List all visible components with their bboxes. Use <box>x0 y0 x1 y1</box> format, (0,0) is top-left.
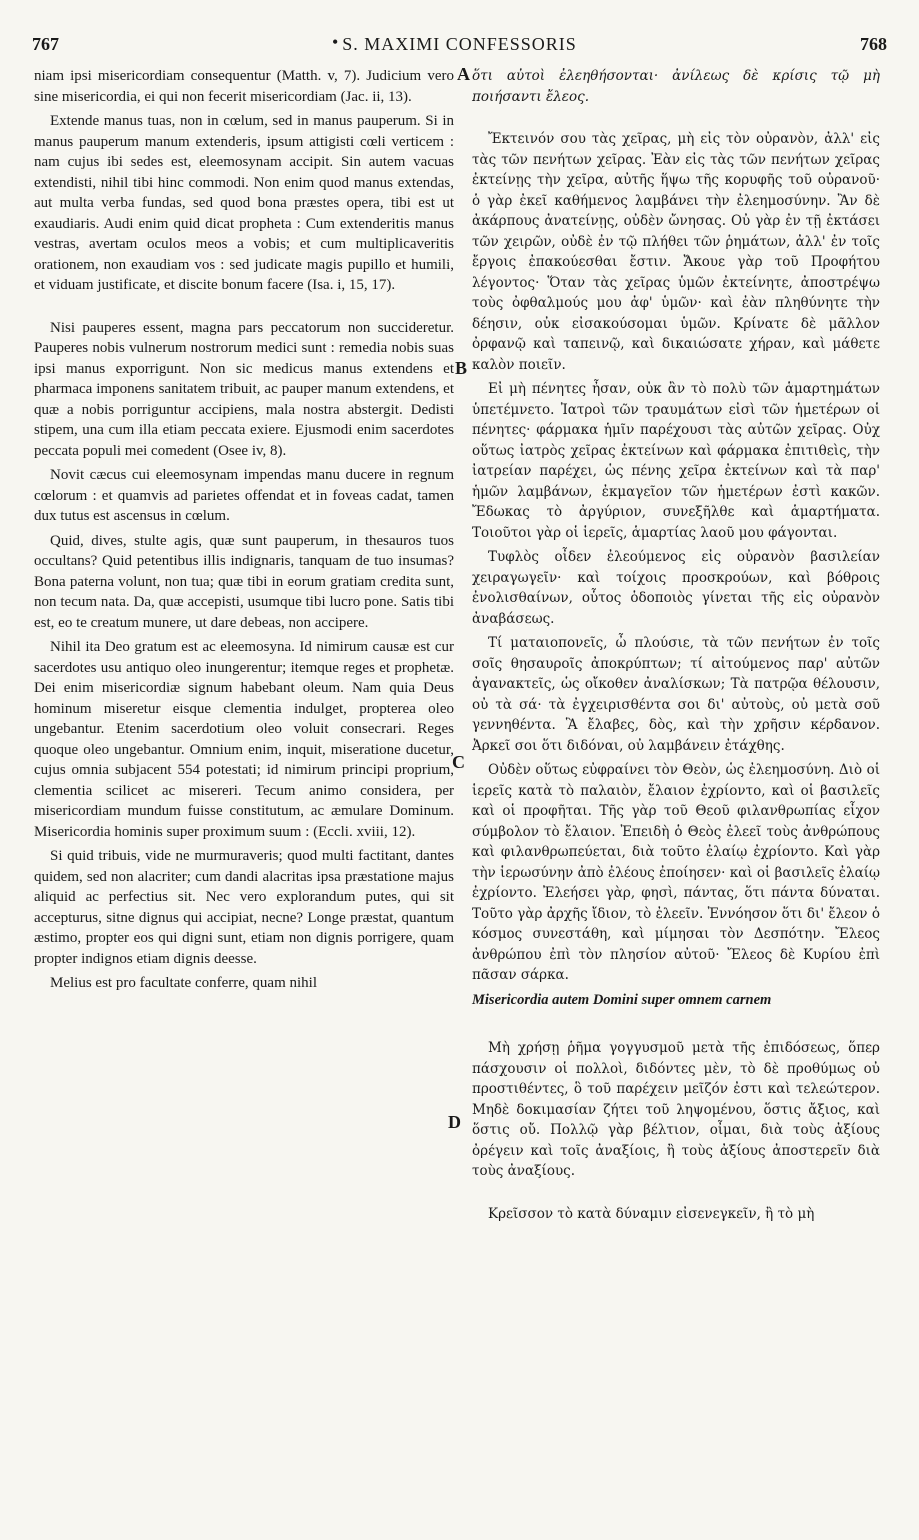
running-title: S. MAXIMI CONFESSORIS <box>342 34 577 54</box>
latin-paragraph: Extende manus tuas, non in cœlum, sed in manus pauperum. Si in manus pauperum manum extenderis, ipsum attigisti cœli verticem : nam cujus ibi sedes est, eleemosynam accipit. Sin autem vacuas extendisti, nihil tibi hinc commodi. Non enim quod manus extendas, aut multa verba fundas, sed quod bona præstes opera, tibi est ut exaudiaris. Audi enim quid dicat propheta : Cum extenderitis manus vestras, avertam oculos meos a vobis; et cum multiplicaveritis orationem, non exaudiam vos : sed judicate magis pupillo et humili, et viduam justificate, et discite bonum facere (Isa. i, 15, 17). <box>34 113 454 293</box>
latin-paragraph: Novit cæcus cui eleemosynam impendas manu ducere in regnum cœlorum : et quamvis ad parietes offendat et in foveas cadat, tamen dux tutus est ascensus in cœlum. <box>34 467 454 524</box>
greek-paragraph: Εἰ μὴ πένητες ἦσαν, οὐκ ἂν τὸ πολὺ τῶν ἁμαρτημάτων ὑπετέμνετο. Ἰατροὶ τῶν τραυμάτων εἰσὶ τῶν ἡμετέρων οἱ πένητες· φάρμακα ἡμῖν παρέχουσι τὰς αὐτῶν χεῖρας. Οὐχ οὕτως ἰατρὸς χεῖρας ἐκτείνων καὶ φάρμακα ἐπιτιθεὶς, τὴν ἰατρείαν παρέχει, ὡς πένης χεῖρα ἐκτείνων καὶ τὰ παρ' ἡμῶν λαμβάνων, ἐκμαγεῖον τῶν ἡμετέρων ἐστὶ κακῶν. Ἔδωκας τὸ ἀργύριον, συνεξῆλθε καὶ ἁμαρτήματα. Τοιοῦτοι γὰρ οἱ ἱερεῖς, ἁμαρτίας λαοῦ μου φάγονται. <box>472 381 880 541</box>
page-header <box>32 34 887 60</box>
page-number-right: 768 <box>860 34 887 54</box>
greek-paragraph: Τί ματαιοπονεῖς, ὦ πλούσιε, τὰ τῶν πενήτων ἐν τοῖς σοῖς θησαυροῖς ἀποκρύπτων; τί αἰτούμενος παρ' αὐτῶν ἀγανακτεῖς, ὡς οἴκοθεν ἀναλίσκων; Τὰ πατρῷα θέλουσιν, οὐ τὰ σά· τὰ ἐγχειρισθέντα σοι δι' αὐτοὺς, οὐ μετὰ σοῦ γεννηθέντα. Ἃ ἔλαβες, δὸς, καὶ τὴν χρῆσιν κέρδανον. Ἀρκεῖ σοι ὅτι διδόναι, οὐ λαμβάνειν ἐτάχθης. <box>472 635 880 754</box>
section-marker-b: B <box>455 358 468 378</box>
section-marker-a: A <box>457 64 470 84</box>
section-marker-c: C <box>452 752 465 772</box>
greek-paragraph: Μὴ χρήσῃ ῥῆμα γογγυσμοῦ μετὰ τῆς ἐπιδόσεως, ὅπερ πάσχουσιν οἱ πολλοὶ, διδόντες μὲν, τὸ δὲ προθύμως οὐ προστιθέντες, ὃ τοῦ παρέχειν μεῖζόν ἐστι καὶ τελεώτερον. Μηδὲ δοκιμασίαν ζήτει τοῦ ληψομένου, ὅστις ἄξιος, καὶ ὅστις οὔ. Πολλῷ γὰρ βέλτιον, οἶμαι, διὰ τοὺς ἀξίους ὀρέγειν καὶ τοῖς ἀναξίοις, ἢ τοὺς ἀξίους ἀποστερεῖν διὰ τοὺς ἀναξίους. <box>472 1040 880 1179</box>
greek-paragraph: Κρεῖσσον τὸ κατὰ δύναμιν εἰσενεγκεῖν, ἢ τὸ μὴ <box>488 1205 815 1222</box>
latin-paragraph: Nihil ita Deo gratum est ac eleemosyna. Id nimirum causæ est cur sacerdotes usu antiquo oleo inungerentur; itemque reges et prophetæ. Dei enim misericordiæ signum habebant oleum. Nam quia Deus hominum miseretur eisque clementia indulget, propterea oleo ungebantur. Etenim sacerdotium oleo voluit consecrari. Reges quoque oleo ungebantur. Omnium enim, inquit, miseratione ducetur, cujus omnia subjacent 554 potestati; id nimirum principi proprium, clementia scilicet ac misereri. Tecum animo considera, per misericordiam mundum fuisse constitutum, ac æmulare Dominum. Misericordia hominis super proximum suum : (Eccli. xviii, 12). <box>34 639 454 840</box>
page-number-left: 767 <box>32 34 59 54</box>
section-marker-d: D <box>448 1112 461 1132</box>
greek-paragraph: Ἔκτεινόν σου τὰς χεῖρας, μὴ εἰς τὸν οὐρανὸν, ἀλλ' εἰς τὰς τῶν πενήτων χεῖρας. Ἐὰν εἰς τὰς τῶν πενήτων χεῖρας ἐκτείνῃς τὴν χεῖρα, αὐτῆς ἥψω τῆς κορυφῆς τοῦ οὐρανοῦ· ὁ γὰρ ἐκεῖ καθήμενος λαμβάνει τὴν ἐλεημοσύνην. Ἂν δὲ ἀκάρπους ἀνατείνῃς, οὐδὲν ὤνησας. Οὐ γὰρ ἐν τῇ ἐκτάσει τῶν χειρῶν, οὐδὲ ἐν τῷ πλήθει τῶν ῥημάτων, ἀλλ' ἐν τοῖς ἔργοις ἐπακούεσθαι ἔστιν. Ἄκουε γὰρ τοῦ Προφήτου λέγοντος· Ὅταν τὰς χεῖρας ὑμῶν ἐκτείνητε, ἀποστρέψω τοὺς ὀφθαλμούς μου ἀφ' ὑμῶν· καὶ ἐὰν πληθύνητε τὴν δέησιν, οὐκ εἰσακούσομαι ὑμῶν. Κρίνατε δὲ μᾶλλον ὀρφανῷ καὶ ταπεινῷ, καὶ δικαιώσατε χήραν, καὶ μάθετε καλὸν ποιεῖν. <box>472 131 880 373</box>
latin-paragraph: Melius est pro facultate conferre, quam nihil <box>50 975 317 991</box>
greek-paragraph: Τυφλὸς οἶδεν ἐλεούμενος εἰς οὐρανὸν βασιλείαν χειραγωγεῖν· καὶ τοίχοις προσκρούων, καὶ βόθροις ἐνολισθαίνων, οὗτος ὁδοποιὸς γίνεται τῆς εἰς οὐρανὸν ἀναβάσεως. <box>472 549 880 627</box>
latin-paragraph: Nisi pauperes essent, magna pars peccatorum non succideretur. Pauperes nobis vulnerum nostrorum medici sunt : remedia nobis suas ipsi manus exporrigunt. Non sic medicus manus extendens et pharmaca imponens sanitatem tribuit, ac pauper manum extendens, et quæ a nobis porriguntur accipiens, mala nostra abstergit. Dedisti stipem, una cum illa etiam peccata exiere. Ejusmodi enim sacerdotes peccata populi mei comedent (Osee iv, 8). <box>34 319 454 459</box>
latin-paragraph: Quid, dives, stulte agis, quæ sunt pauperum, in thesauros tuos occultans? Quid petentibus illis indignaris, tanquam de tuo insumas? Bona paterna volunt, non tua; quæ tibi in eorum gratiam credita sunt, non tecum nata. Da, quæ accepisti, usumque tibi lucro pone. Satis tibi est, eo te creatum munere, ut dare debeas, non accipere. <box>34 532 454 631</box>
greek-paragraph: ὅτι αὐτοὶ ἐλεηθήσονται· ἀνίλεως δὲ κρίσις τῷ μὴ ποιήσαντι ἔλεος. <box>472 68 880 105</box>
greek-column <box>472 66 880 1228</box>
latin-gloss: Misericordia autem Domini super omnem carnem <box>472 991 772 1008</box>
latin-column <box>34 66 454 998</box>
latin-paragraph: Si quid tribuis, vide ne murmuraveris; quod multi factitant, dantes quidem, sed non alacriter; cum dandi alacritas ipsa præstatione majus aliquid ac perfectius sit. Nec vero explorandum putes, qui sit accepturus, sitne dignus qui accipiat, necne? Longe præstat, quantum æstimo, propter eos qui digni sunt, etiam non dignis porrigere, quam propter indignos etiam dignis deesse. <box>34 848 454 967</box>
latin-paragraph: niam ipsi misericordiam consequentur (Matth. v, 7). Judicium vero sine misericordia, ei qui non fecerit misericordiam (Jac. ii, 13). <box>34 68 454 105</box>
greek-paragraph: Οὐδὲν οὕτως εὐφραίνει τὸν Θεὸν, ὡς ἐλεημοσύνη. Διὸ οἱ ἱερεῖς κατὰ τὸ παλαιὸν, ἔλαιον ἐχρίοντο, καὶ οἱ βασιλεῖς καὶ οἱ προφῆται. Τῆς γὰρ τοῦ Θεοῦ φιλανθρωπίας εἶχον σύμβολον τὸ ἔλαιον. Ἐπειδὴ ὁ Θεὸς ἐλεεῖ τοὺς ἀνθρώπους καὶ φιλανθρωπεύεται, διὰ τοῦτο ἐλαίῳ ἐχρίοντο. Καὶ γὰρ τὴν ἱερωσύνην ἀπὸ ἐλέους ἐποίησεν· καὶ οἱ βασιλεῖς ἐλαίῳ ἐχρίοντο. Ἐλεήσει γὰρ, φησὶ, πάντας, ὅτι πάντα δύναται. Τοῦτο γὰρ ἀρχῆς ἴδιον, τὸ ἐλεεῖν. Ἐννόησον ὅτι δι' ἔλεον ὁ κόσμος συνεστάθη, καὶ μίμησαι τὸν Δεσπότην. Ἔλεος ἀνθρώπου ἐπὶ τὸν πλησίον αὐτοῦ· Ἔλεος δὲ Κυρίου ἐπὶ πᾶσαν σάρκα. <box>472 762 880 983</box>
header-bullet: • <box>332 32 339 52</box>
